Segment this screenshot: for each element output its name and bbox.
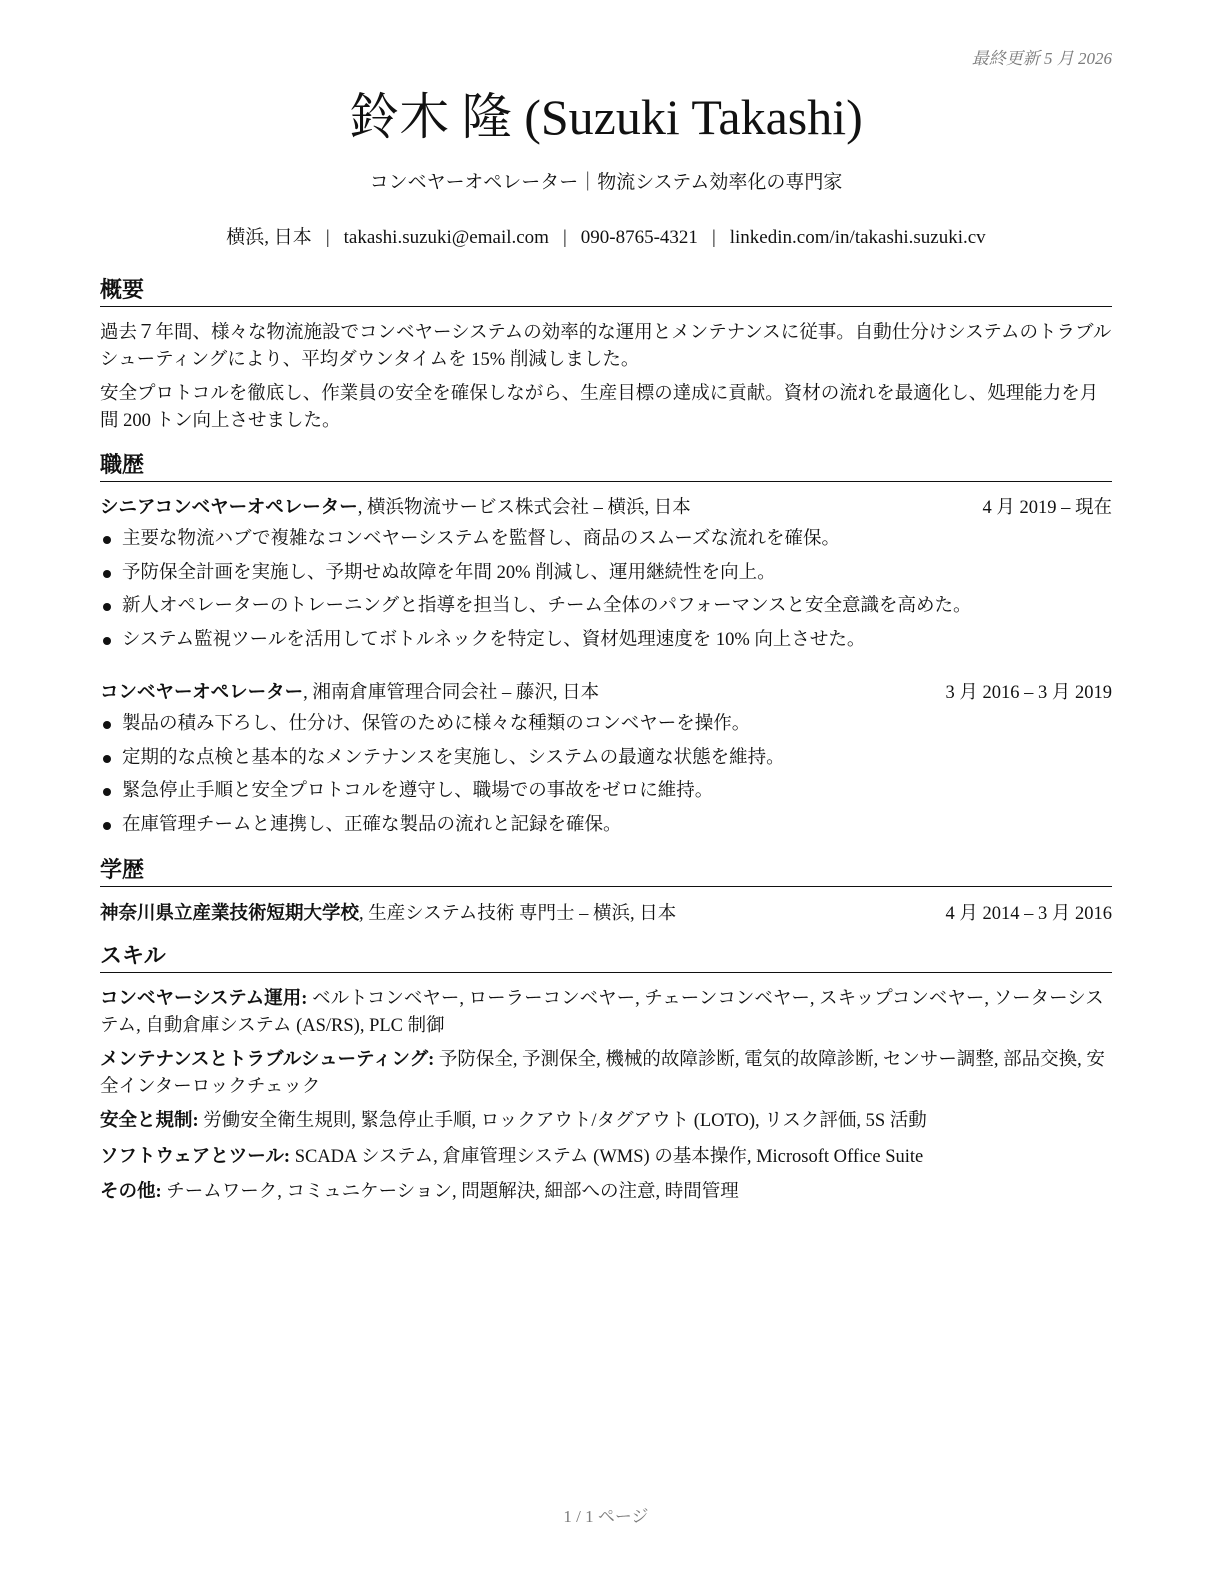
job-org: , 横浜物流サービス株式会社 – 横浜, 日本 (357, 498, 691, 518)
bullet-icon (103, 822, 111, 830)
list-item (100, 711, 1112, 745)
bullet-icon (103, 603, 111, 611)
skill-label: メンテナンスとトラブルシューティング: (100, 1050, 435, 1070)
contact-location: 横浜, 日本 (226, 227, 312, 248)
list-item (100, 560, 1112, 594)
page-indicator: 1 / 1 ページ (563, 1507, 649, 1526)
education-dates: 4 月 2014 – 3 月 2016 (945, 904, 1112, 924)
bullet-text: システム監視ツールを活用してボトルネックを特定し、資材処理速度を 10% 向上させた。 (122, 629, 866, 650)
job-bullets (100, 526, 1112, 660)
bullet-text: 主要な物流ハブで複雑なコンベヤーシステムを監督し、商品のスムーズな流れを確保。 (122, 529, 840, 549)
candidate-name: 鈴木 隆 (Suzuki Takashi) (349, 89, 863, 145)
bullet-text: 製品の積み下ろし、仕分け、保管のために様々な種類のコンベヤーを操作。 (122, 714, 751, 734)
skill-text: ベルトコンベヤー, ローラーコンベヤー, チェーンコンベヤー, スキップコンベヤー, ソーターシステム, 自動倉庫システム (AS/RS), PLC 制御 (100, 989, 1104, 1036)
list-item (100, 593, 1112, 627)
bullet-text: 定期的な点検と基本的なメンテナンスを実施し、システムの最適な状態を維持。 (122, 747, 785, 768)
contact-line (100, 225, 1112, 251)
job-role: コンベヤーオペレーター (100, 683, 304, 703)
skill-label: その他: (100, 1182, 162, 1202)
bullet-text: 在庫管理チームと連携し、正確な製品の流れと記録を確保。 (122, 814, 622, 835)
tagline: コンベヤーオペレーター｜物流システム効率化の専門家 (369, 172, 843, 193)
job-dates: 3 月 2016 – 3 月 2019 (945, 683, 1112, 703)
contact-linkedin[interactable]: linkedin.com/in/takashi.suzuki.cv (729, 227, 986, 248)
skill-text: 労働安全衛生規則, 緊急停止手順, ロックアウト/タグアウト (LOTO), リスク評価, 5S 活動 (198, 1111, 927, 1131)
contact-separator: | (562, 227, 567, 248)
job-role: シニアコンベヤーオペレーター (100, 498, 358, 518)
last-updated: 最終更新 5 月 2026 (971, 49, 1112, 68)
job-bullets (100, 711, 1112, 845)
list-item (100, 627, 1112, 661)
list-item (100, 526, 1112, 560)
contact-phone: 090-8765-4321 (580, 227, 698, 248)
contact-separator: | (711, 227, 716, 248)
bullet-icon (103, 536, 111, 544)
skill-line (100, 986, 1112, 1040)
bullet-text: 新人オペレーターのトレーニングと指導を担当し、チーム全体のパフォーマンスと安全意識を高めた。 (122, 596, 972, 617)
skill-text: 予防保全, 予測保全, 機械的故障診断, 電気的故障診断, センサー調整, 部品交換, 安全インターロックチェック (100, 1050, 1105, 1097)
section-title-skills: スキル (100, 943, 1112, 973)
skill-label: ソフトウェアとツール: (100, 1147, 291, 1167)
contact-separator: | (325, 227, 330, 248)
job-header (100, 679, 1112, 707)
summary-paragraph: 安全プロトコルを徹底し、作業員の安全を確保しながら、生産目標の達成に貢献。資材の流れを最適化し、処理能力を月間 200 トン向上させました。 (100, 384, 1099, 431)
job-dates: 4 月 2019 – 現在 (982, 498, 1112, 518)
bullet-icon (103, 721, 111, 729)
job-header (100, 494, 1112, 522)
skill-text: SCADA システム, 倉庫管理システム (WMS) の基本操作, Microsoft Office Suite (290, 1147, 924, 1167)
bullet-text: 緊急停止手順と安全プロトコルを遵守し、職場での事故をゼロに維持。 (122, 781, 714, 802)
skill-line (100, 1144, 1112, 1171)
summary-paragraph: 過去７年間、様々な物流施設でコンベヤーシステムの効率的な運用とメンテナンスに従事。自動仕分けシステムのトラブルシューティングにより、平均ダウンタイムを 15% 削減しました。 (100, 323, 1112, 370)
bullet-icon (103, 788, 111, 796)
list-item (100, 778, 1112, 812)
section-title-experience: 職歴 (100, 452, 1112, 482)
section-title-summary: 概要 (100, 277, 1112, 307)
education-entry (100, 900, 1112, 928)
skill-label: 安全と規制: (100, 1111, 199, 1131)
skill-line (100, 1179, 1112, 1206)
skill-line (100, 1047, 1112, 1101)
bullet-icon (103, 637, 111, 645)
skill-text: チームワーク, コミュニケーション, 問題解決, 細部への注意, 時間管理 (161, 1182, 739, 1202)
contact-email[interactable]: takashi.suzuki@email.com (343, 227, 549, 248)
section-title-education: 学歴 (100, 857, 1112, 887)
skill-label: コンベヤーシステム運用: (100, 989, 308, 1009)
education-detail: , 生産システム技術 専門士 – 横浜, 日本 (359, 904, 677, 924)
bullet-icon (103, 570, 111, 578)
resume-page (100, 0, 1112, 1584)
skill-line (100, 1108, 1112, 1135)
job-org: , 湘南倉庫管理合同会社 – 藤沢, 日本 (303, 683, 600, 703)
list-item (100, 745, 1112, 779)
bullet-icon (103, 755, 111, 763)
bullet-text: 予防保全計画を実施し、予期せぬ故障を年間 20% 削減し、運用継続性を向上。 (122, 562, 776, 583)
school-name: 神奈川県立産業技術短期大学校 (100, 904, 360, 924)
list-item (100, 812, 1112, 846)
